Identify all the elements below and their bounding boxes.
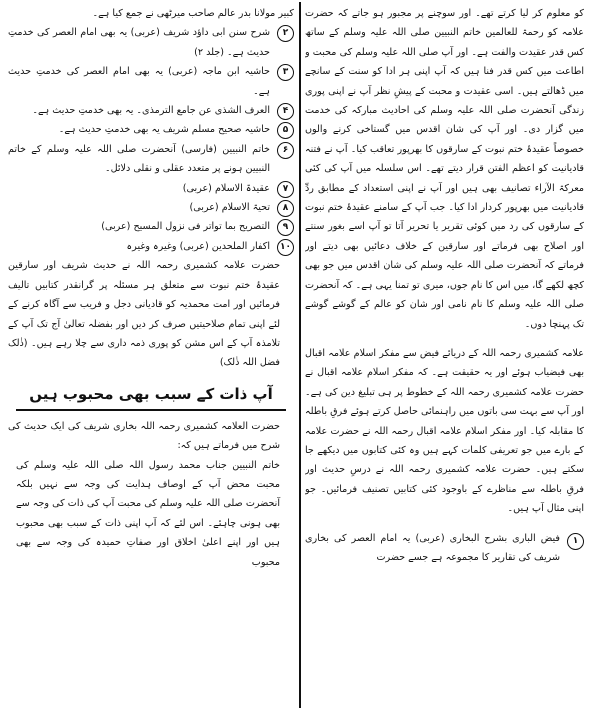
list-item-text: خاتم النبیین (فارسی) آنحضرت صلی اللہ علیہ وسلم کے خاتم النبیین ہونے پر متعدد عقلی و نقلی دلائل۔: [8, 143, 270, 175]
item-number-badge: ۶: [277, 142, 294, 159]
works-list: [8, 23, 294, 256]
section-heading: آپ ذات کے سبب بھی محبوب ہیں: [16, 381, 286, 411]
list-item: [8, 217, 294, 236]
hadith-quote: خاتم النبیین جناب محمد رسول اللہ صلی اللہ علیہ وسلم کی محبت محض آپ کے اوصاف ہدایت کی وجہ سے نہیں بلکہ آنحضرت صلی اللہ علیہ وسلم کی محبت آپ کی ذات کی وجہ سے بھی ہونی چاہئے۔ اس لئے کہ آپ اپنی ذات کے سبب بھی محبوب ہیں اور اپنے اعلیٰ اخلاق اور صفاتِ حمیدہ کی وجہ سے بھی محبوب: [16, 459, 280, 568]
list-item-text: شرح سنن ابی داؤد شریف (عربی) یہ بھی امام العصر کی خدمتِ حدیث ہے۔ (جلد ۲): [8, 27, 270, 58]
left-column: [8, 4, 294, 706]
list-item-text: حاشیہ صحیح مسلم شریف یہ بھی خدمتِ حدیث ہے۔: [58, 124, 270, 136]
item-number-badge: ۴: [277, 103, 294, 120]
list-item-text: اکفار الملحدین (عربی) وغیرہ وغیرہ: [126, 240, 270, 252]
list-item: [305, 529, 584, 568]
item-number-badge: ۷: [277, 181, 294, 198]
list-item-text: حاشیہ ابن ماجہ (عربی) یہ بھی امام العصر کی خدمتِ حدیث ہے۔: [8, 66, 270, 97]
item-number-badge: ۱: [567, 533, 584, 550]
paragraph-iqbal: علامہ کشمیری رحمہ اللہ کے دریائے فیض سے مفکر اسلام علامہ اقبال بھی فیضیاب ہوئے اور یہ حقیقت ہے۔ کہ مفکر اسلام علامہ اقبال نے حضرت علامہ کشمیری رحمہ اللہ کے خطوط پر ہی تبلیغ دین کی ہے۔ اور آپ سے بہت سی باتوں میں راہنمائی حاصل کرتے ہوئے فرقِ باطلہ کا مقابلہ کیا۔ اور مفکر اسلام علامہ اقبال رحمہ اللہ نے حضرت علامہ کے بارے میں جو تعریفی کلمات کہے ہیں وہ کئی کتابوں میں دیکھے جا سکتے ہیں۔ حضرت علامہ کشمیری رحمہ اللہ نے درسِ حدیث اور فرقِ باطلہ سے مناظرے کے باوجود کئی کتابیں تصنیف فرمائیں۔ جو اپنی مثال آپ ہیں۔: [305, 347, 584, 515]
list-item: [8, 140, 294, 179]
item-number-badge: ۹: [277, 219, 294, 236]
list-item: [8, 62, 294, 101]
list-item: [8, 23, 294, 62]
list-item-text: العرف الشذی عن جامع الترمذی۔ یہ بھی خدمتِ حدیث ہے۔: [32, 105, 270, 117]
paragraph-works-summary: حضرت علامہ کشمیری رحمہ اللہ نے حدیث شریف اور سارقین عقیدۂ ختم نبوت سے متعلق ہر مسئلہ پر گرانقدر کتابیں تالیف فرمائیں اور امت محمدیہ کو قادیانی دجل و فریب سے آگاہ کرنے کے لئے اپنی تمام صلاحیتیں صرف کر دیں اور بفضلہ تعالیٰ آج تک آپ کے تلامذہ آپ کے اس مشن کو پوری ذمہ داری سے چلا رہے ہیں۔ (ذٰلک فضل اللہ ذٰلک): [8, 260, 280, 369]
list-item-text: التصریح بما تواتر فی نزول المسیح (عربی): [101, 221, 270, 233]
list-item-text: عقیدۃ الاسلام (عربی): [182, 182, 270, 194]
list-item-text: تحیۃ الاسلام (عربی): [189, 202, 270, 214]
item-number-badge: ۵: [277, 122, 294, 139]
list-item: [8, 198, 294, 217]
item-number-badge: ۸: [277, 200, 294, 217]
list-item: [8, 120, 294, 139]
list-item: [8, 237, 294, 256]
section-intro: حضرت العلامہ کشمیری رحمہ اللہ بخاری شریف کی ایک حدیث کی شرح میں فرماتے ہیں کہ:: [8, 420, 280, 452]
list-item-text: فیض الباری بشرح البخاری (عربی) یہ امام العصر کی بخاری شریف کی تقاریر کا مجموعہ ہے جسے حضرت: [305, 532, 560, 563]
paragraph-gap: [305, 519, 584, 529]
column-divider: [299, 2, 301, 708]
item-number-badge: ۲: [277, 25, 294, 42]
right-column: [305, 4, 584, 706]
list-item: [8, 101, 294, 120]
paragraph-gap: [305, 334, 584, 344]
list-item: [8, 179, 294, 198]
intro-line: کبیر مولانا بدر عالم صاحب میرٹھی نے جمع کیا ہے۔: [92, 8, 294, 19]
works-list-right: [305, 529, 584, 568]
item-number-badge: ۳: [277, 64, 294, 81]
paragraph-devotion: کو معلوم کر لیا کرتے تھے۔ اور سوچنے پر مجبور ہو جاتے کہ حضرت علامہ کو رحمۃ للعالمین خاتم النبیین صلی اللہ علیہ وسلم کے ساتھ کس قدر عقیدت والفت ہے۔ اور آپ صلی اللہ علیہ وسلم کی محبت و اطاعت میں کس قدر فنا ہیں کہ آپ اپنی ہر ادا کو سنت کے سانچے میں ڈھالتے ہیں۔ اسی عقیدت و محبت کے پیشِ نظر آپ نے اپنی پوری زندگی آنحضرت صلی اللہ علیہ وسلم کی احادیث مبارکہ کی خدمت میں گزار دی۔ اور آپ کی شان اقدس میں گستاخی کرنے والوں خصوصاً عقیدۂ ختم نبوت کے سارقوں کا بھرپور تعاقب کیا۔ آپ نے فتنہ قادیانیت کو اعظم الفتن قرار دیتے تھے۔ اس سلسلہ میں آپ کی کئی معرکۃ الآراء تصانیف بھی ہیں اور آپ نے اپنی استعداد کے مطابق ردِّ قادیانیت میں بھرپور کردار ادا کیا۔ جب آپ کے سامنے عقیدۂ ختم نبوت کے سارقوں کی رد میں کوئی تقریر یا تحریر آتا تو آپ اسے بغور سنتے اور اصلاح بھی فرماتے اور سارقین کے خلاف دعائیں بھی دیتے اور فرماتے کہ آنحضرت صلی اللہ علیہ وسلم کی شان اقدس میں جو بھی کچھ لکھے گا، میں اس کا نام جوں، میری تو تمنا یہی ہے۔ کہ آنحضرت صلی اللہ علیہ وسلم کا نام نامی اور شان کو عالم کے گوشے گوشے تک پہنچا دوں۔: [305, 8, 584, 330]
item-number-badge: ۱۰: [277, 239, 294, 256]
